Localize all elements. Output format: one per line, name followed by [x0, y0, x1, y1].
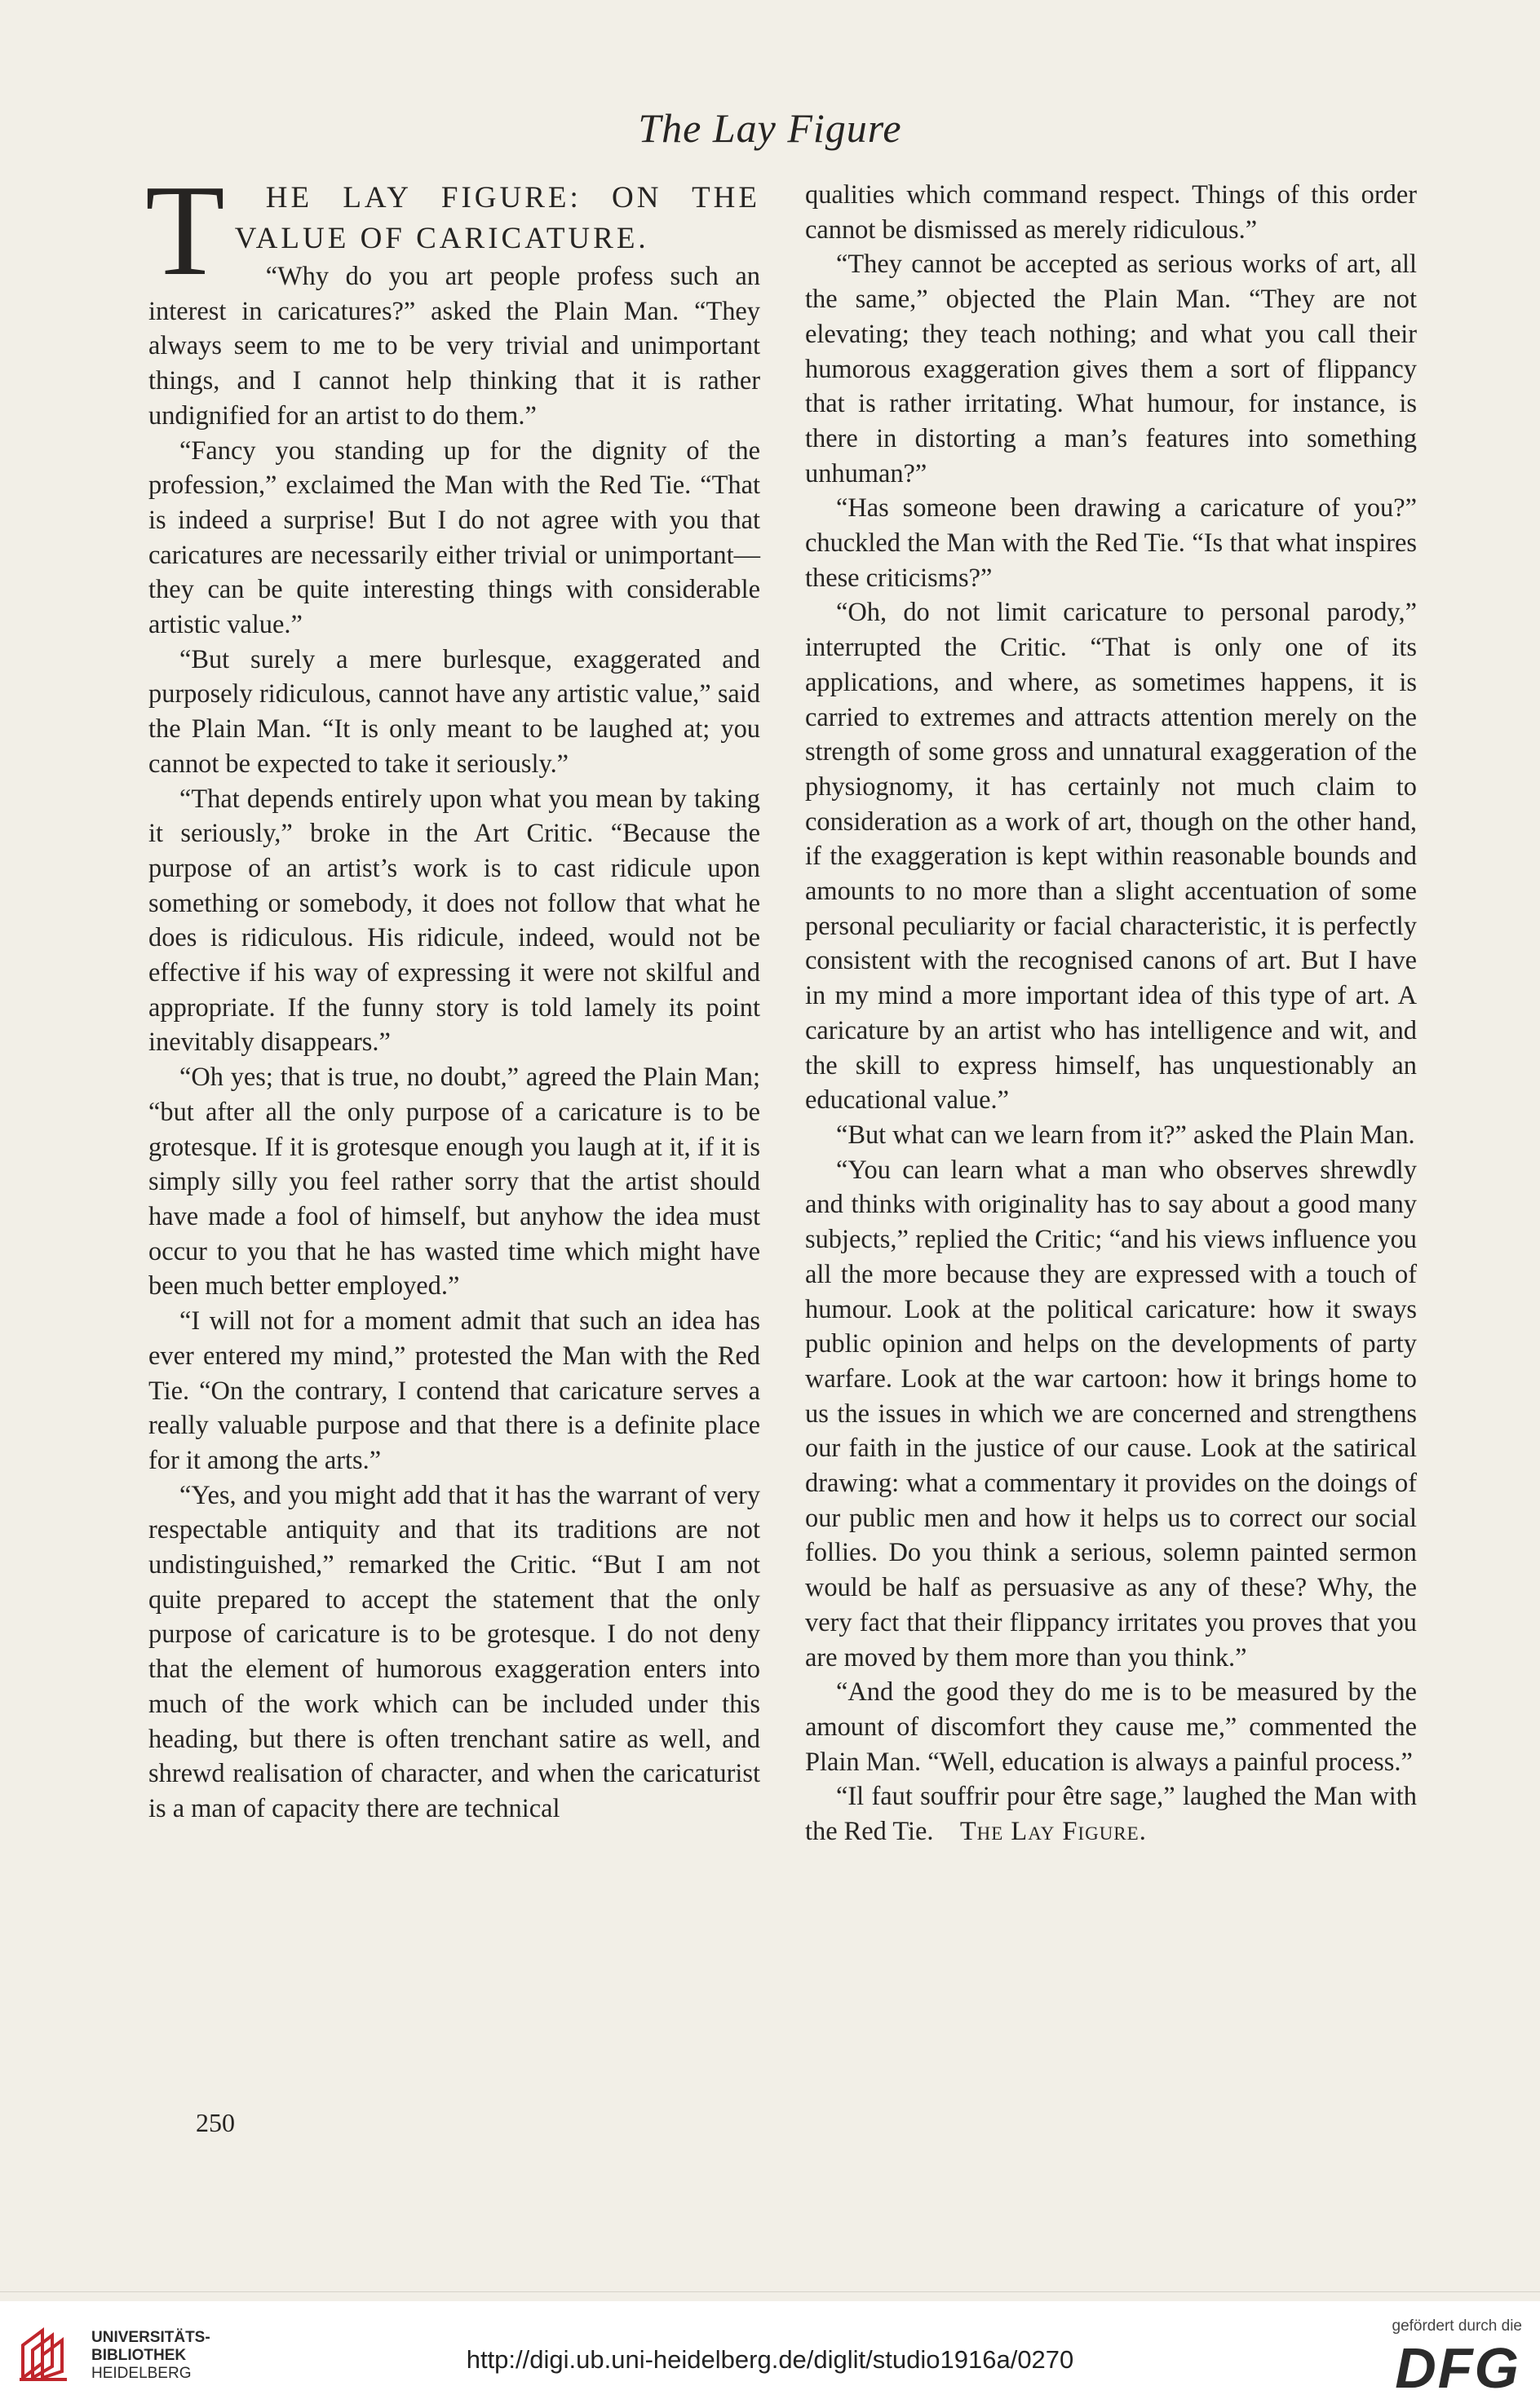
- paragraph: “They cannot be accepted as serious works of art, all the same,” objected the Plain Man. “They are not elevating; they teach nothing; and what you call their humorous exaggeration gives them a sort of flippancy that is rather irritating. What humour, for instance, is there in distorting a man’s features into something unhuman?”: [805, 250, 1417, 488]
- library-line: BIBLIOTHEK: [91, 2347, 187, 2364]
- library-line: UNIVERSITÄTS-: [91, 2329, 210, 2346]
- digitization-footer: [0, 2301, 1540, 2408]
- paragraph-text: “Il faut souffrir pour être sage,” laughed the Man with the Red Tie.: [805, 1782, 1417, 1847]
- paragraph: qualities which command respect. Things of this order cannot be dismissed as merely ridiculous.”: [805, 180, 1417, 245]
- article-title: HE LAY FIGURE: ON THE VALUE OF CARICATURE.: [234, 181, 760, 255]
- running-head: The Lay Figure: [638, 105, 902, 151]
- paragraph: “Oh, do not limit caricature to personal parody,” interrupted the Critic. “That is only one of its applications, and where, as sometimes happens, it is carried to extremes and attracts attention merely on the strength of some gross and unnatural exaggeration of the physiognomy, it has certainly not much claim to consideration as a work of art, though on the other hand, if the exaggeration is kept within reasonable bounds and amounts to no more than a slight accentuation of some personal peculiarity or facial characteristic, it is perfectly consistent with the recognised canons of art. But I have in my mind a more important idea of this type of art. A caricature by an artist who has intelligence and wit, and the skill to express himself, has unquestionably an educational value.”: [805, 598, 1417, 1116]
- paragraph: “Oh yes; that is true, no doubt,” agreed the Plain Man; “but after all the only purpose of a caricature is to be grotesque. If it is grotesque enough you laugh at it, if it is simply silly you feel rather sorry that the artist should have made a fool of himself, but anyhow the idea must occur to you that he has wasted time which might have been much better employed.”: [148, 1063, 760, 1301]
- library-line: HEIDELBERG: [91, 2365, 192, 2382]
- paragraph: “Why do you art people profess such an interest in caricatures?” asked the Plain Man. “They always seem to me to be very trivial and unimportant things, and I cannot help thinking that it is rather undignified for an artist to do them.”: [148, 262, 760, 431]
- final-paragraph: [805, 1779, 1417, 1849]
- source-url-link[interactable]: http://digi.ub.uni-heidelberg.de/diglit/studio1916a/0270: [466, 2345, 1074, 2374]
- paragraph: “I will not for a moment admit that such an idea has ever entered my mind,” protested the Man with the Red Tie. “On the contrary, I contend that caricature serves a really valuable purpose and that there is a definite place for it among the arts.”: [148, 1306, 760, 1475]
- paragraph: “But surely a mere burlesque, exaggerated and purposely ridiculous, cannot have any artistic value,” said the Plain Man. “It is only meant to be laughed at; you cannot be expected to take it seriously.”: [148, 644, 760, 779]
- paragraph: “But what can we learn from it?” asked the Plain Man.: [836, 1120, 1415, 1150]
- paragraph: “Has someone been drawing a caricature of you?” chuckled the Man with the Red Tie. “Is that what inspires these criticisms?”: [805, 493, 1417, 593]
- paragraph: “And the good they do me is to be measured by the amount of discomfort they cause me,” commented the Plain Man. “Well, education is always a painful process.”: [805, 1677, 1417, 1777]
- right-column: [805, 178, 1417, 1849]
- paragraph: “Fancy you standing up for the dignity of the profession,” exclaimed the Man with the Red Tie. “That is indeed a surprise! But I do not agree with you that caricatures are necessarily either trivial or unimportant—they can be quite interesting things with considerable artistic value.”: [148, 435, 760, 640]
- dfg-logo: DFG: [1395, 2336, 1520, 2400]
- funded-by-label: gefördert durch die: [1392, 2317, 1522, 2335]
- footer-divider: [0, 2291, 1540, 2292]
- page-number: 250: [196, 2108, 235, 2137]
- paragraph: “That depends entirely upon what you mean by taking it seriously,” broke in the Art Critic. “Because the purpose of an artist’s work is to cast ridicule upon something or somebody, it does not follow that what he does is ridiculous. His ridicule, indeed, would not be effective if his way of expressing it were not skilful and appropriate. If the funny story is told lamely its point inevitably disappears.”: [148, 784, 760, 1058]
- paragraph: “You can learn what a man who observes shrewdly and thinks with originality has to say about a good many subjects,” replied the Critic; “and his views influence you all the more because they are expressed with a touch of humour. Look at the political caricature: how it sways public opinion and helps on the developments of party warfare. Look at the war cartoon: how it brings home to us the issues in which we are concerned and strengthens our faith in the justice of our cause. Look at the satirical drawing: what a commentary it provides on the doings of our public men and how it helps us to correct our social follies. Do you think a serious, solemn painted sermon would be half as persuasive as any of these? Why, the very fact that their flippancy irritates you proves that you are moved by them more than you think.”: [805, 1155, 1417, 1672]
- paragraph: “Yes, and you might add that it has the warrant of very respectable antiquity and that its traditions are not undistinguished,” remarked the Critic. “But I am not quite prepared to accept the statement that the only purpose of caricature is to be grotesque. I do not deny that the element of humorous exaggeration enters into much of the work which can be included under this heading, but there is often trenchant satire as well, and shrewd realisation of character, and when the caricaturist is a man of capacity there are technical: [148, 1480, 760, 1823]
- left-column: [145, 157, 760, 1827]
- article-heading: [145, 157, 760, 303]
- drop-cap: T: [145, 157, 225, 303]
- signature: The Lay Figure.: [959, 1817, 1147, 1847]
